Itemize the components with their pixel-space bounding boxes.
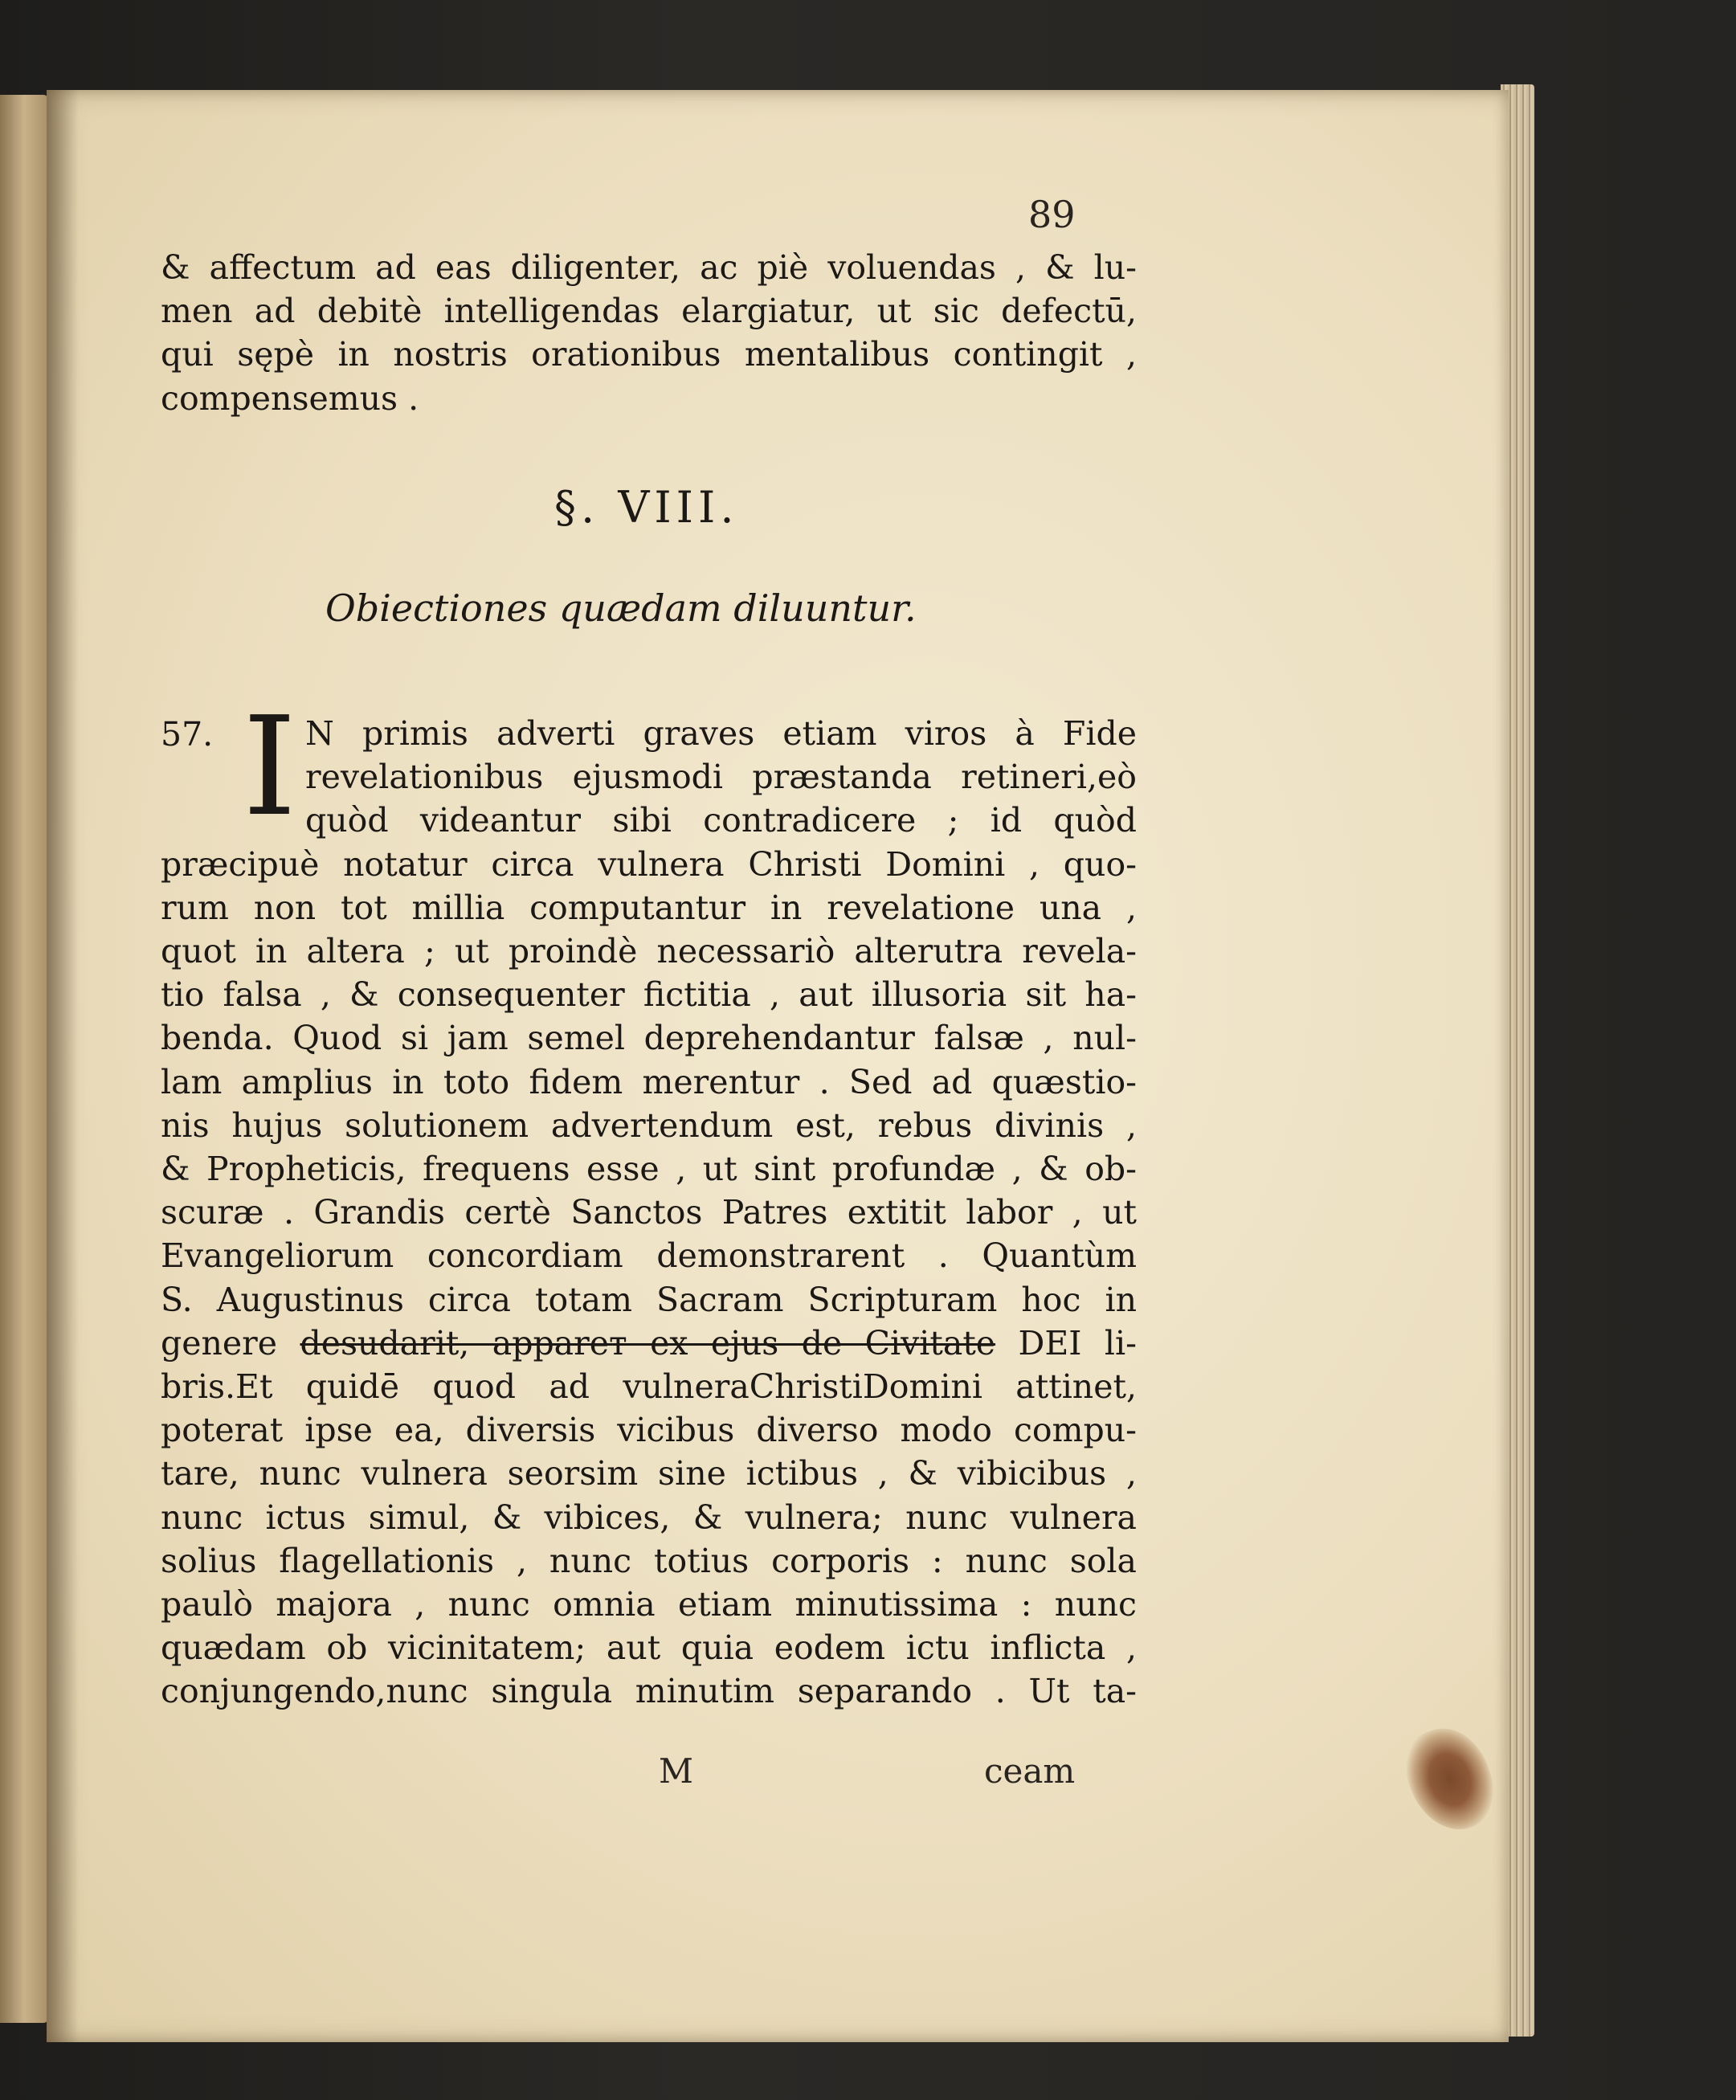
text-line: scuræ . Grandis certè Sanctos Patres extitit labor , ut	[161, 1193, 1137, 1232]
text-line: bris.Et quidē quod ad vulneraChristiDomini attinet,	[161, 1367, 1137, 1406]
text-line: conjungendo,nunc singula minutim separando . Ut ta-	[161, 1672, 1137, 1711]
facing-page-edge	[0, 95, 48, 2023]
text-line: tare, nunc vulnera seorsim sine ictibus , & vibicibus ,	[161, 1454, 1137, 1493]
text-line: benda. Quod si jam semel deprehendantur falsæ , nul-	[161, 1019, 1137, 1058]
page-number: 89	[1028, 193, 1076, 236]
text-line: præcipuè notatur circa vulnera Christi Domini , quo-	[161, 844, 1137, 884]
struck-line-pre: genere	[161, 1323, 300, 1363]
text-line: quædam ob vicinitatem; aut quia eodem ictu inflicta ,	[161, 1628, 1137, 1668]
text-line: & Propheticis, frequens esse , ut sint profundæ , & ob-	[161, 1150, 1137, 1188]
text-line: tio falsa , & consequenter fictitia , aut illusoria sit ha-	[161, 975, 1137, 1015]
text-line: quòd videantur sibi contradicere ; id quòd	[305, 801, 1137, 840]
text-line: nis hujus solutionem advertendum est, rebus divinis ,	[161, 1105, 1137, 1145]
drop-cap: I	[243, 688, 297, 847]
struck-line	[161, 1323, 1137, 1363]
paragraph-number: 57.	[161, 715, 214, 754]
text-line: Evangeliorum concordiam demonstrarent . Quantùm	[161, 1236, 1137, 1276]
text-line: poterat ipse ea, diversis vicibus diverso modo compu-	[161, 1411, 1137, 1450]
signature-mark: M	[659, 1751, 694, 1791]
struck-line-post: DEI li-	[995, 1323, 1137, 1363]
gutter-shadow	[47, 90, 79, 2042]
text-line: lam amplius in toto fidem merentur . Sed ad quæstio-	[161, 1062, 1137, 1101]
text-line: revelationibus ejusmodi præstanda retineri,eò	[305, 758, 1137, 797]
section-subtitle: Obiectiones quædam diluuntur.	[325, 586, 917, 630]
text-line: paulò majora , nunc omnia etiam minutissima : nunc	[161, 1585, 1137, 1624]
text-line: N primis adverti graves etiam viros à Fide	[305, 714, 1137, 753]
text-line: nunc ictus simul, & vibices, & vulnera; nunc vulnera	[161, 1497, 1137, 1537]
text-line: men ad debitè intelligendas elargiatur, ut sic defectū,	[161, 292, 1137, 331]
struck-text: desudarit, appareт ex ejus de Civitate	[300, 1323, 996, 1363]
text-line: & affectum ad eas diligenter, ac piè voluendas , & lu-	[161, 248, 1137, 287]
text-line: quot in altera ; ut proindè necessariò alterutra revela-	[161, 932, 1137, 970]
catchword: ceam	[984, 1751, 1076, 1791]
section-heading: §. VIII.	[554, 482, 739, 533]
text-line: solius flagellationis , nunc totius corporis : nunc sola	[161, 1541, 1137, 1580]
text-line: compensemus .	[161, 378, 419, 418]
text-line: qui sępè in nostris orationibus mentalibus contingit ,	[161, 335, 1137, 374]
text-line: S. Augustinus circa totam Sacram Scripturam hoc in	[161, 1280, 1137, 1319]
text-line: rum non tot millia computantur in revelatione una ,	[161, 888, 1137, 927]
